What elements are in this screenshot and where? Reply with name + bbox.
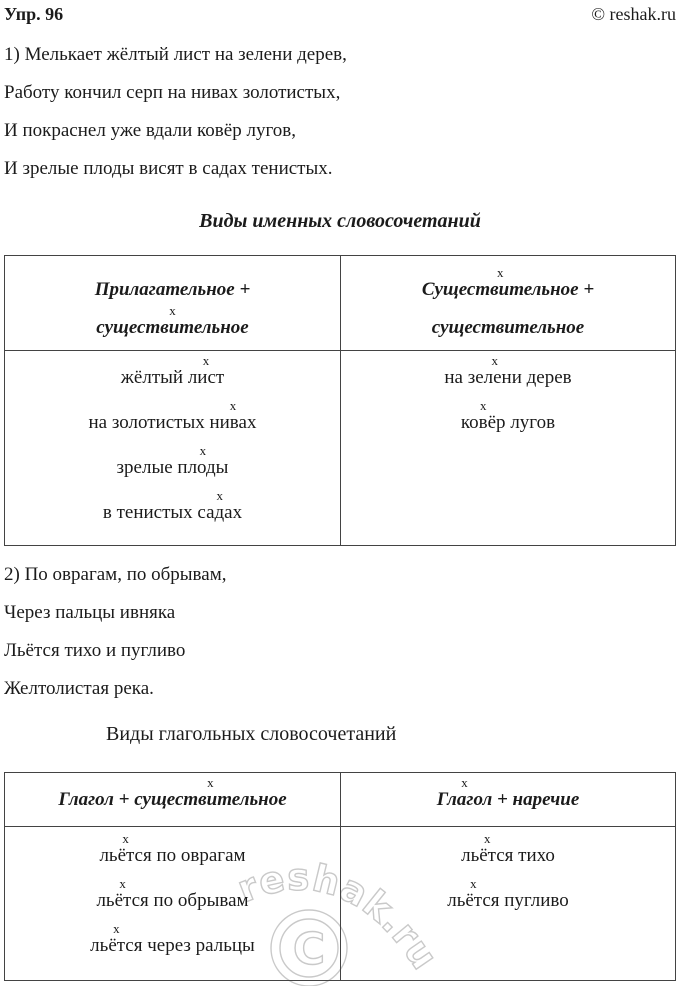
copyright-label: © reshak.ru (591, 4, 676, 24)
x-mark: x (479, 398, 487, 413)
page-header (4, 4, 676, 25)
head-word: x существительное (96, 303, 249, 338)
poem-line: 1) Мелькает жёлтый лист на зелени дерев, (4, 44, 347, 65)
poem-line: И зрелые плоды висят в садах тенистых. (4, 158, 333, 179)
verb-noun-examples (5, 827, 340, 980)
head-word: x лист (187, 353, 225, 388)
header-line: x Глагол + наречие (436, 775, 580, 810)
verb-phrases-table (4, 772, 676, 981)
phrase: x ковёр лугов (460, 398, 556, 433)
copyright-symbol: C (292, 924, 326, 975)
phrase: x льётся по обрывам (96, 876, 249, 911)
adjective-noun-examples (5, 351, 340, 545)
verb-adverb-examples (340, 827, 675, 980)
phrase: x льётся по оврагам (99, 831, 246, 866)
exercise-label: Упр. 96 (4, 4, 64, 24)
table-body-row (5, 351, 675, 545)
head-word: x плоды (177, 443, 229, 478)
x-mark: x (199, 443, 207, 458)
head-word: x Глагол (436, 775, 493, 810)
phrase: на x зелени дерев (444, 353, 572, 388)
head-word: x льётся (90, 921, 143, 956)
poem-1 (4, 36, 347, 188)
poem-line: Льётся тихо и пугливо (4, 640, 186, 661)
phrase: на золотистых x нивах (88, 398, 257, 433)
header-line: x Существительное + (421, 265, 595, 300)
x-mark: x (461, 775, 468, 790)
poem-line: 2) По оврагам, по обрывам, (4, 564, 227, 585)
poem-line: И покраснел уже вдали ковёр лугов, (4, 120, 296, 141)
phrase: x льётся через ральцы (90, 921, 255, 956)
table-header-row (5, 773, 675, 827)
header-line: существительное (431, 317, 585, 338)
head-word: x Существительное (421, 265, 579, 300)
head-word: x льётся (99, 831, 152, 866)
x-mark: x (496, 265, 504, 280)
phrase: x льётся тихо (461, 831, 555, 866)
phrase: жёлтый x лист (120, 353, 225, 388)
noun-phrases-table (4, 255, 676, 546)
poem-2 (4, 556, 226, 708)
x-mark: x (229, 398, 237, 413)
poem-line: Через пальцы ивняка (4, 602, 176, 623)
x-mark: x (483, 831, 491, 846)
header-cell-verb-adverb (340, 773, 675, 826)
header-cell-adjective-noun (5, 256, 340, 350)
x-mark: x (113, 921, 120, 936)
header-line (5, 303, 340, 339)
poem-line: Работу кончил серп на нивах золотистых, (4, 82, 341, 103)
head-word: x льётся (461, 831, 514, 866)
phrase: в тенистых x садах (102, 488, 243, 523)
header-line: Прилагательное + (94, 279, 251, 300)
x-mark: x (470, 876, 477, 891)
head-word: x садах (197, 488, 243, 523)
watermark-text: reshak.ru (231, 855, 447, 978)
x-mark: x (491, 353, 499, 368)
x-mark: x (202, 353, 210, 368)
header-cell-noun-noun (340, 256, 675, 350)
noun-phrases-title: Виды именных словосочетаний (199, 210, 481, 232)
x-mark: x (169, 303, 176, 318)
header-line: Глагол + x существительное (58, 775, 287, 810)
head-word: x льётся (96, 876, 149, 911)
table-header-row (5, 256, 675, 351)
verb-phrases-title: Виды глагольных словосочетаний (106, 723, 397, 745)
noun-noun-examples (340, 351, 675, 545)
phrase: x льётся пугливо (447, 876, 569, 911)
head-word: x зелени (467, 353, 522, 388)
header-cell-verb-noun (5, 773, 340, 826)
head-word: x существительное (134, 775, 287, 810)
head-word: x ковёр (460, 398, 506, 433)
head-word: x льётся (447, 876, 500, 911)
poem-line: Желтолистая река. (4, 678, 154, 699)
x-mark: x (207, 775, 214, 790)
table-body-row (5, 827, 675, 980)
phrase: зрелые x плоды (116, 443, 229, 478)
x-mark: x (122, 831, 129, 846)
x-mark: x (216, 488, 224, 503)
head-word: x нивах (209, 398, 257, 433)
x-mark: x (119, 876, 126, 891)
